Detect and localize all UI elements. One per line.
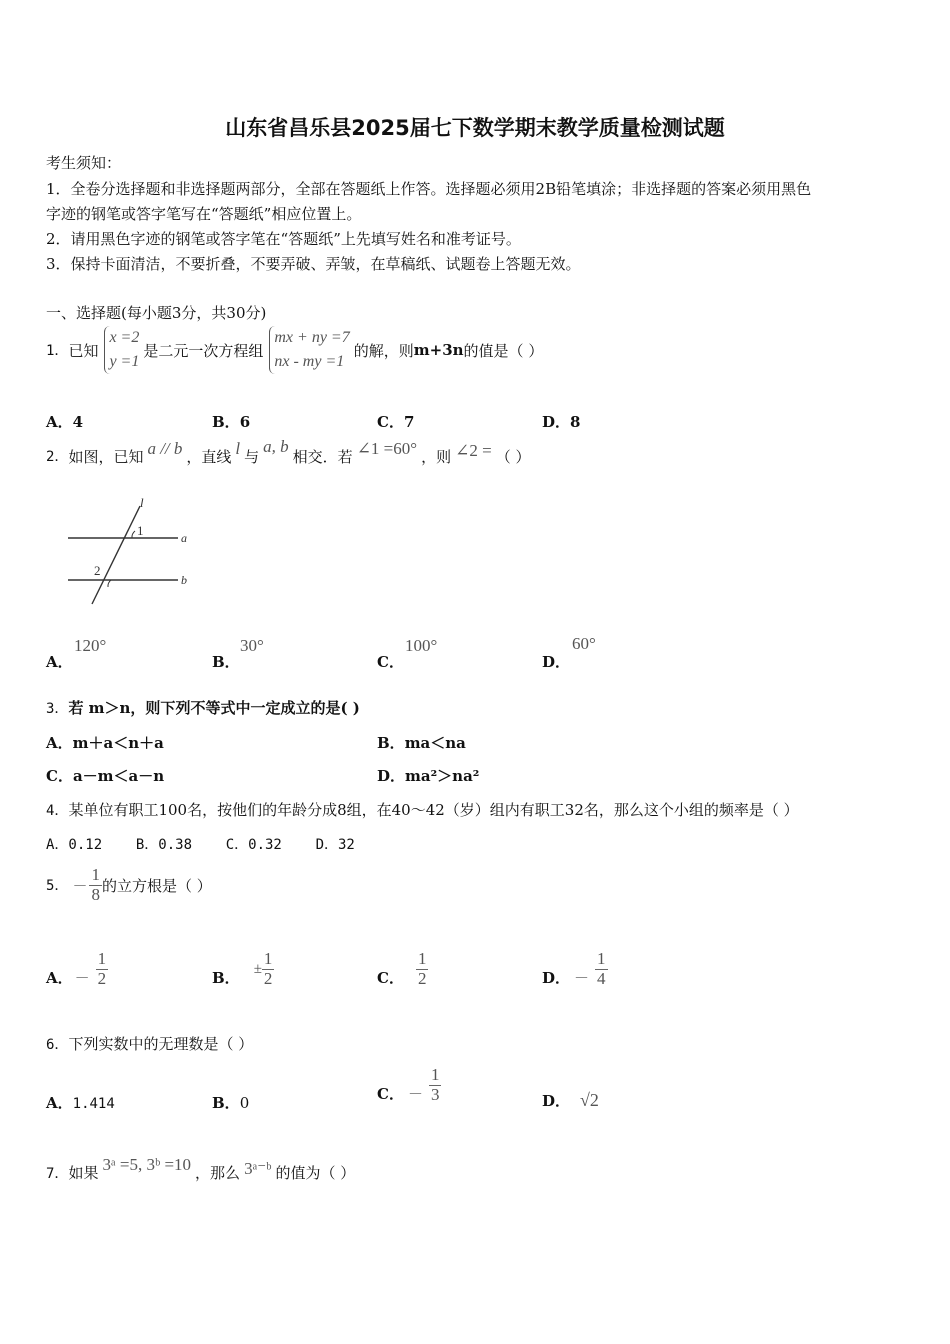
option-b-value: 30° [240,636,264,655]
option-a: A．m＋a＜n＋a [46,734,164,752]
angle-2-expr: ∠2 = [455,441,492,460]
q1-text-2: 是二元一次方程组 [143,341,264,360]
option-d: D． － $\frac{1}{4}$ [542,949,606,988]
label-angle-2: 2 [94,563,101,578]
option-b: B． ± $\frac{1}{2}$ [212,949,273,988]
option-c: C．7 [377,413,415,431]
option-c: C． － $\frac{1}{3}$ [377,1065,440,1104]
question-7: 7． 如果 3ᵃ =5, 3ᵇ =10 ，那么 3ᵃ⁻ᵇ 的值为（ ） [46,1155,356,1182]
section-heading: 一、选择题(每小题3分，共30分) [46,304,267,322]
notice-line-2: 2．请用黑色字迹的钢笔或答字笔在“答题纸”上先填写姓名和准考证号。 [46,230,521,248]
label-angle-1: 1 [137,523,144,538]
question-4: 4．某单位有职工100名，按他们的年龄分成8组，在40～42（岁）组内有职工32名，那么这个小组的频率是（ ） [46,801,799,819]
question-3: 3．若 m＞n，则下列不等式中一定成立的是( ) [46,699,360,717]
option-b: B． [212,653,240,671]
q1-text-3: 的解，则 [353,341,414,360]
option-c-value: 100° [405,636,438,655]
notice-line-1: 1．全卷分选择题和非选择题两部分，全部在答题纸上作答。选择题必须用2B铅笔填涂；非选择题的答案必须用黑色 [46,180,812,198]
option-c: C． [377,653,404,671]
option-c: C． $\frac{1}{2}$ [377,949,427,988]
parallel-lines-figure [60,498,200,608]
line-l: l [235,439,241,458]
option-d: D． √2 [542,1090,599,1110]
parallel-expr: a // b [147,439,183,458]
given-expr: 3ᵃ =5, 3ᵇ =10 [102,1155,192,1174]
question-number: 5． [46,878,69,895]
notice-line-1-cont: 字迹的钢笔或答字笔写在“答题纸”相应位置上。 [46,205,362,223]
equation-system: mx + ny =7 nx - my =1 [269,326,349,374]
q4-options: A．0.12 B．0.38 C．0.32 D．32 [46,837,355,853]
option-c: C．a－m＜a－n [46,767,165,785]
question-2: 2． 如图，已知 a // b ，直线 l 与 a, b 相交．若 ∠1 =60° ，则 ∠2 = （ ） [46,437,531,466]
target-expr: 3ᵃ⁻ᵇ [244,1159,272,1178]
option-d: D．ma²＞na² [377,767,480,785]
option-d-value: 60° [572,634,596,653]
option-b: B．6 [212,413,251,431]
question-number: 4． [46,803,69,819]
question-number: 7． [46,1166,69,1182]
label-a: a [181,531,187,545]
option-a-value: 120° [74,636,107,655]
question-number: 3． [46,701,69,717]
fraction: $\frac{1}{8}$ [91,865,100,904]
option-a: A．1.414 [46,1094,115,1112]
question-5: 5． － $\frac{1}{8}$ 的立方根是（ ） [46,865,212,904]
option-a: A． [46,653,73,671]
question-number: 1． [46,343,69,359]
notice-line-3: 3．保持卡面清洁，不要折叠，不要弄破、弄皱，在草稿纸、试题卷上答题无效。 [46,255,581,273]
angle-1-expr: ∠1 =60° [356,439,418,458]
question-6: 6．下列实数中的无理数是（ ） [46,1035,254,1053]
solution-system: x =2 y =1 [104,326,139,374]
label-l: l [140,498,144,510]
question-1 [46,326,543,374]
q1-expression: m+3n [413,341,464,359]
option-b: B．0 [212,1094,250,1112]
label-b: b [181,573,187,587]
q1-text-5: 的值是（ ） [463,341,544,360]
option-d: D．8 [542,413,581,431]
question-number: 6． [46,1037,69,1053]
option-a: A．4 [46,413,84,431]
q1-text-1: 已知 [68,341,99,360]
option-d: D． [542,653,571,671]
option-a: A． － $\frac{1}{2}$ [46,949,107,988]
notice-heading: 考生须知： [46,154,122,172]
option-b: B．ma＜na [377,734,466,752]
question-number: 2． [46,449,69,465]
page-title: 山东省昌乐县2025届七下数学期末教学质量检测试题 [225,116,725,140]
lines-ab: a, b [263,437,289,456]
